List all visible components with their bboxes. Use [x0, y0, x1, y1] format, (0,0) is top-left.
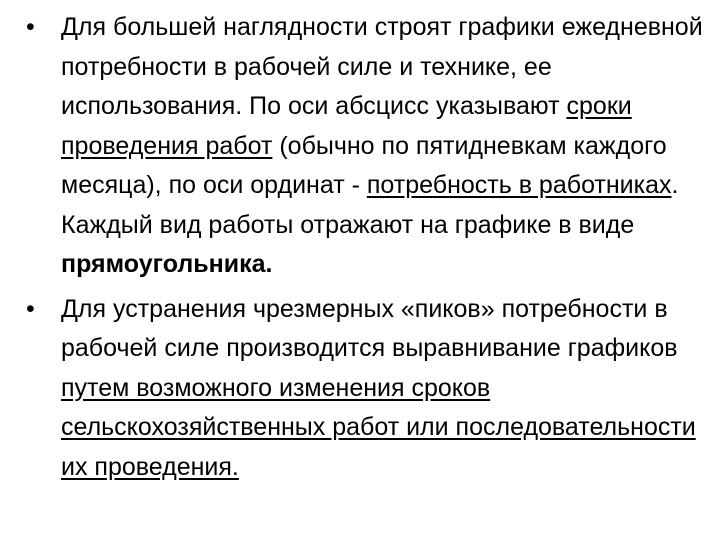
paragraph-text: Для большей наглядности строят графики ежедневной потребности в рабочей силе и технике, ее использования. По оси абсцисс указывают: [61, 13, 703, 120]
bullet-item: [26, 8, 706, 285]
paragraph-text: Для устранения чрезмерных «пиков» потребности в рабочей силе производится выравнивание графиков: [61, 294, 678, 362]
bullet-item: [26, 290, 706, 488]
bullet-icon: •: [26, 13, 35, 41]
underlined-text: потребность в работниках: [366, 171, 672, 199]
paragraph-text: . Каждый вид работы отражают на графике в виде: [61, 171, 679, 239]
bold-text: прямоугольника.: [61, 250, 273, 278]
bullet-icon: •: [26, 294, 35, 323]
bullet-list: [26, 8, 706, 492]
paragraph-text: (обычно по пятидневкам каждого месяца), по оси ординат -: [61, 131, 667, 199]
underlined-text: путем возможного изменения сроков сельскохозяйственных работ или последовательности их проведения.: [61, 373, 696, 481]
underlined-text: сроки проведения работ: [61, 92, 632, 160]
